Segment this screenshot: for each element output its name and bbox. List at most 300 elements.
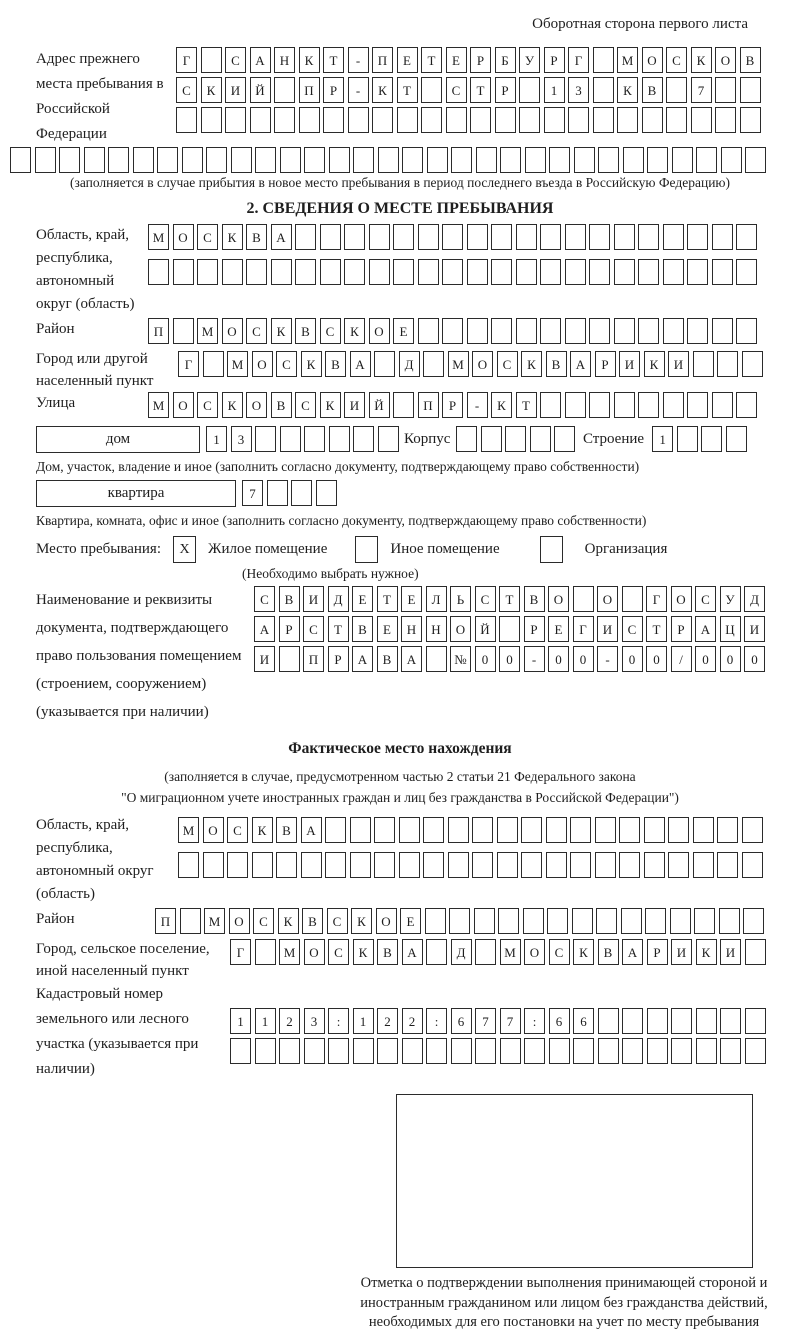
char-cell — [35, 147, 56, 173]
char-cell: В — [279, 586, 300, 612]
char-cell — [524, 1038, 545, 1064]
char-cell — [614, 318, 635, 344]
char-cell — [451, 147, 472, 173]
char-cell: Р — [524, 616, 545, 642]
char-cell: 7 — [500, 1008, 521, 1034]
char-cell — [530, 426, 551, 452]
char-cell — [393, 259, 414, 285]
char-cell — [467, 318, 488, 344]
char-cell: В — [598, 939, 619, 965]
char-cell: С — [320, 318, 341, 344]
char-cell — [668, 852, 689, 878]
stay-place-label: Место пребывания: — [36, 541, 161, 557]
char-cell — [426, 939, 447, 965]
char-cell — [565, 392, 586, 418]
char-cell — [622, 1008, 643, 1034]
char-cell — [497, 817, 518, 843]
char-cell: Т — [646, 616, 667, 642]
char-cell — [598, 1038, 619, 1064]
char-cell — [418, 259, 439, 285]
char-cell: П — [303, 646, 324, 672]
char-cell — [323, 107, 344, 133]
char-cell: Т — [323, 47, 344, 73]
char-cell — [230, 1038, 251, 1064]
char-cell — [544, 107, 565, 133]
house-note: Дом, участок, владение и иное (заполнить согласно документу, подтверждающему право собственности) — [36, 459, 640, 474]
char-cell — [721, 147, 742, 173]
char-cell — [274, 107, 295, 133]
confirmation-stamp-box — [396, 1094, 753, 1268]
char-cell: О — [642, 47, 663, 73]
char-cell: В — [302, 908, 323, 934]
char-cell: С — [327, 908, 348, 934]
char-cell: Л — [426, 586, 447, 612]
actual-district-row — [155, 908, 768, 934]
char-cell: А — [254, 616, 275, 642]
char-cell: К — [301, 351, 322, 377]
char-cell — [467, 259, 488, 285]
street-field — [36, 392, 800, 422]
section2-title: 2. СВЕДЕНИЯ О МЕСТЕ ПРЕБЫВАНИЯ — [246, 200, 554, 217]
char-cell — [10, 147, 31, 173]
char-cell: С — [253, 908, 274, 934]
char-cell — [642, 107, 663, 133]
char-cell — [525, 147, 546, 173]
char-cell — [299, 107, 320, 133]
char-cell: М — [448, 351, 469, 377]
char-cell: С — [246, 318, 267, 344]
char-cell — [378, 147, 399, 173]
char-cell: К — [521, 351, 542, 377]
char-cell — [456, 426, 477, 452]
char-cell: И — [225, 77, 246, 103]
char-cell: 2 — [279, 1008, 300, 1034]
char-cell: 1 — [353, 1008, 374, 1034]
char-cell — [250, 107, 271, 133]
char-cell: 0 — [720, 646, 741, 672]
char-cell — [173, 318, 194, 344]
char-cell — [687, 318, 708, 344]
char-cell — [426, 646, 447, 672]
char-cell — [295, 259, 316, 285]
char-cell: В — [295, 318, 316, 344]
char-cell: О — [173, 392, 194, 418]
char-cell: Т — [421, 47, 442, 73]
char-cell: - — [348, 47, 369, 73]
char-cell — [516, 318, 537, 344]
char-cell — [595, 852, 616, 878]
house-row — [36, 426, 800, 456]
char-cell: 0 — [622, 646, 643, 672]
char-cell — [325, 852, 346, 878]
stroenie-row — [652, 426, 750, 452]
char-cell: С — [197, 392, 218, 418]
char-cell — [421, 107, 442, 133]
char-cell: 0 — [646, 646, 667, 672]
char-cell — [720, 1038, 741, 1064]
char-cell: 6 — [451, 1008, 472, 1034]
char-cell — [374, 351, 395, 377]
document-label: Наименование и реквизиты документа, подтверждающего право пользования помещением (строением, сооружением) (указывается при наличии) — [36, 592, 242, 720]
char-cell: И — [720, 939, 741, 965]
char-cell: В — [377, 939, 398, 965]
char-cell: А — [271, 224, 292, 250]
char-cell: В — [524, 586, 545, 612]
char-cell: Т — [516, 392, 537, 418]
cadastral-field — [36, 982, 800, 1082]
char-cell — [442, 224, 463, 250]
char-cell — [614, 224, 635, 250]
char-cell — [621, 908, 642, 934]
char-cell — [596, 908, 617, 934]
char-cell — [481, 426, 502, 452]
region-label: Область, край, республика, автономный округ (область) — [36, 227, 135, 312]
char-cell — [568, 107, 589, 133]
char-cell — [353, 426, 374, 452]
char-cell — [647, 147, 668, 173]
char-cell: У — [720, 586, 741, 612]
option-organizacia-label: Организация — [584, 541, 668, 557]
char-cell — [687, 224, 708, 250]
char-cell — [645, 908, 666, 934]
actual-region-label: Область, край, республика, автономный округ (область) — [36, 817, 154, 902]
char-cell — [279, 1038, 300, 1064]
char-cell — [547, 908, 568, 934]
char-cell — [201, 47, 222, 73]
prev-address-row-4 — [10, 147, 800, 173]
char-cell: К — [617, 77, 638, 103]
char-cell: 0 — [695, 646, 716, 672]
char-cell: Р — [595, 351, 616, 377]
actual-city-field — [36, 938, 800, 982]
char-cell — [446, 107, 467, 133]
char-cell: 1 — [206, 426, 227, 452]
char-cell — [701, 426, 722, 452]
char-cell — [344, 224, 365, 250]
char-cell: М — [148, 224, 169, 250]
char-cell: А — [622, 939, 643, 965]
char-cell: В — [740, 47, 761, 73]
char-cell: А — [401, 646, 422, 672]
char-cell: 3 — [568, 77, 589, 103]
char-cell: О — [246, 392, 267, 418]
char-cell: 3 — [304, 1008, 325, 1034]
char-cell — [421, 77, 442, 103]
char-cell — [693, 351, 714, 377]
char-cell: Н — [401, 616, 422, 642]
char-cell: Е — [377, 616, 398, 642]
char-cell: К — [222, 224, 243, 250]
char-cell — [225, 107, 246, 133]
char-cell: К — [644, 351, 665, 377]
district-label: Район — [36, 321, 75, 337]
char-cell: О — [252, 351, 273, 377]
char-cell — [540, 318, 561, 344]
char-cell — [498, 908, 519, 934]
korpus-label: Корпус — [404, 431, 451, 447]
char-cell — [663, 259, 684, 285]
char-cell: С — [227, 817, 248, 843]
char-cell: 1 — [544, 77, 565, 103]
char-cell — [670, 908, 691, 934]
char-cell — [280, 426, 301, 452]
char-cell — [614, 392, 635, 418]
char-cell: В — [276, 817, 297, 843]
char-cell: Е — [400, 908, 421, 934]
char-cell — [291, 480, 312, 506]
char-cell — [589, 318, 610, 344]
char-cell — [687, 259, 708, 285]
char-cell — [328, 1038, 349, 1064]
char-cell — [280, 147, 301, 173]
char-cell: О — [524, 939, 545, 965]
char-cell — [495, 107, 516, 133]
char-cell: К — [696, 939, 717, 965]
char-cell — [644, 852, 665, 878]
char-cell — [329, 426, 350, 452]
char-cell: В — [546, 351, 567, 377]
char-cell — [353, 1038, 374, 1064]
city-field — [36, 348, 800, 392]
char-cell: М — [227, 351, 248, 377]
char-cell — [638, 259, 659, 285]
option-zhiloe-label: Жилое помещение — [208, 541, 328, 557]
char-cell: С — [695, 586, 716, 612]
char-cell: Р — [470, 47, 491, 73]
char-cell — [565, 259, 586, 285]
char-cell — [647, 1038, 668, 1064]
char-cell: - — [524, 646, 545, 672]
char-cell — [598, 1008, 619, 1034]
char-cell — [148, 259, 169, 285]
char-cell: О — [376, 908, 397, 934]
char-cell: П — [148, 318, 169, 344]
char-cell: В — [642, 77, 663, 103]
char-cell — [593, 47, 614, 73]
char-cell — [393, 224, 414, 250]
prev-address-note: (заполняется в случае прибытия в новое место пребывания в период последнего въезда в Российскую Федерацию) — [69, 175, 731, 190]
char-cell — [399, 817, 420, 843]
char-cell — [516, 259, 537, 285]
char-cell — [301, 852, 322, 878]
char-cell — [393, 392, 414, 418]
char-cell — [540, 259, 561, 285]
char-cell: - — [348, 77, 369, 103]
char-cell: 1 — [652, 426, 673, 452]
apartment-note: Квартира, комната, офис и иное (заполнить согласно документу, подтверждающему право собственности) — [36, 513, 647, 528]
city-label: Город или другой населенный пункт — [36, 351, 154, 389]
char-cell — [451, 1038, 472, 1064]
char-cell: Т — [499, 586, 520, 612]
apartment-label-box: квартира — [36, 480, 236, 507]
char-cell: С — [446, 77, 467, 103]
char-cell: 0 — [744, 646, 765, 672]
char-cell: И — [597, 616, 618, 642]
char-cell — [521, 852, 542, 878]
char-cell — [271, 259, 292, 285]
char-cell — [84, 147, 105, 173]
char-cell: 7 — [475, 1008, 496, 1034]
char-cell: Д — [744, 586, 765, 612]
char-cell: К — [222, 392, 243, 418]
char-cell — [546, 817, 567, 843]
char-cell: С — [475, 586, 496, 612]
char-cell — [353, 147, 374, 173]
checkbox-inoe — [355, 536, 378, 563]
char-cell: И — [619, 351, 640, 377]
char-cell: Б — [495, 47, 516, 73]
char-cell — [546, 852, 567, 878]
city-row — [178, 351, 766, 377]
char-cell — [426, 1038, 447, 1064]
char-cell — [696, 1008, 717, 1034]
char-cell — [663, 392, 684, 418]
char-cell — [565, 318, 586, 344]
char-cell — [516, 224, 537, 250]
char-cell — [476, 147, 497, 173]
char-cell: С — [254, 586, 275, 612]
char-cell: В — [377, 646, 398, 672]
actual-region-row-2 — [178, 852, 766, 878]
prev-address-row-2 — [176, 77, 764, 103]
char-cell: - — [597, 646, 618, 672]
char-cell — [549, 1038, 570, 1064]
char-cell — [720, 1008, 741, 1034]
char-cell: Р — [671, 616, 692, 642]
char-cell — [474, 908, 495, 934]
char-cell: К — [252, 817, 273, 843]
char-cell: Г — [568, 47, 589, 73]
option-inoe-label: Иное помещение — [390, 541, 500, 557]
char-cell: Г — [178, 351, 199, 377]
char-cell — [252, 852, 273, 878]
actual-city-row — [230, 939, 769, 965]
char-cell: У — [519, 47, 540, 73]
char-cell: О — [548, 586, 569, 612]
char-cell — [715, 107, 736, 133]
char-cell: Е — [548, 616, 569, 642]
char-cell — [108, 147, 129, 173]
char-cell: К — [573, 939, 594, 965]
prev-address-cell-rows — [176, 47, 764, 137]
char-cell — [279, 646, 300, 672]
char-cell — [374, 817, 395, 843]
char-cell: Г — [230, 939, 251, 965]
char-cell — [276, 852, 297, 878]
char-cell: Ц — [720, 616, 741, 642]
document-row-1 — [254, 586, 769, 612]
char-cell — [717, 351, 738, 377]
char-cell: А — [352, 646, 373, 672]
checkbox-organizacia — [540, 536, 563, 563]
char-cell — [397, 107, 418, 133]
char-cell: П — [372, 47, 393, 73]
char-cell: О — [597, 586, 618, 612]
char-cell — [304, 147, 325, 173]
char-cell — [350, 852, 371, 878]
region-row-2 — [148, 259, 761, 285]
char-cell — [742, 817, 763, 843]
char-cell: Н — [426, 616, 447, 642]
char-cell: М — [500, 939, 521, 965]
char-cell: 2 — [402, 1008, 423, 1034]
char-cell — [554, 426, 575, 452]
char-cell — [719, 908, 740, 934]
char-cell — [448, 852, 469, 878]
char-cell — [423, 351, 444, 377]
char-cell — [595, 817, 616, 843]
char-cell — [176, 107, 197, 133]
char-cell — [712, 392, 733, 418]
actual-city-label: Город, сельское поселение, иной населенный пункт — [36, 941, 210, 979]
char-cell — [694, 908, 715, 934]
char-cell — [622, 1038, 643, 1064]
char-cell — [726, 426, 747, 452]
char-cell: К — [353, 939, 374, 965]
char-cell — [197, 259, 218, 285]
char-cell: О — [304, 939, 325, 965]
char-cell: К — [299, 47, 320, 73]
checkbox-zhiloe: X — [173, 536, 196, 563]
char-cell: 1 — [255, 1008, 276, 1034]
char-cell: Й — [475, 616, 496, 642]
char-cell — [666, 107, 687, 133]
char-cell — [173, 259, 194, 285]
char-cell — [472, 852, 493, 878]
char-cell: 3 — [231, 426, 252, 452]
char-cell: Е — [393, 318, 414, 344]
char-cell — [231, 147, 252, 173]
char-cell — [519, 107, 540, 133]
char-cell: : — [524, 1008, 545, 1034]
char-cell: С — [197, 224, 218, 250]
char-cell — [712, 318, 733, 344]
char-cell: С — [225, 47, 246, 73]
char-cell — [638, 318, 659, 344]
region-field — [36, 224, 800, 316]
char-cell: С — [622, 616, 643, 642]
char-cell — [295, 224, 316, 250]
char-cell: : — [328, 1008, 349, 1034]
char-cell — [475, 939, 496, 965]
char-cell: С — [497, 351, 518, 377]
char-cell — [622, 586, 643, 612]
char-cell: К — [201, 77, 222, 103]
char-cell: О — [222, 318, 243, 344]
char-cell — [565, 224, 586, 250]
char-cell — [470, 107, 491, 133]
char-cell: П — [155, 908, 176, 934]
char-cell — [736, 318, 757, 344]
char-cell — [329, 147, 350, 173]
char-cell — [423, 852, 444, 878]
char-cell — [717, 852, 738, 878]
char-cell — [598, 147, 619, 173]
char-cell — [671, 1038, 692, 1064]
char-cell — [59, 147, 80, 173]
char-cell — [348, 107, 369, 133]
char-cell — [499, 616, 520, 642]
char-cell: О — [173, 224, 194, 250]
district-field — [36, 318, 800, 348]
char-cell: Р — [323, 77, 344, 103]
char-cell — [574, 147, 595, 173]
char-cell: П — [418, 392, 439, 418]
char-cell — [687, 392, 708, 418]
char-cell — [304, 426, 325, 452]
char-cell — [402, 147, 423, 173]
char-cell: 6 — [549, 1008, 570, 1034]
